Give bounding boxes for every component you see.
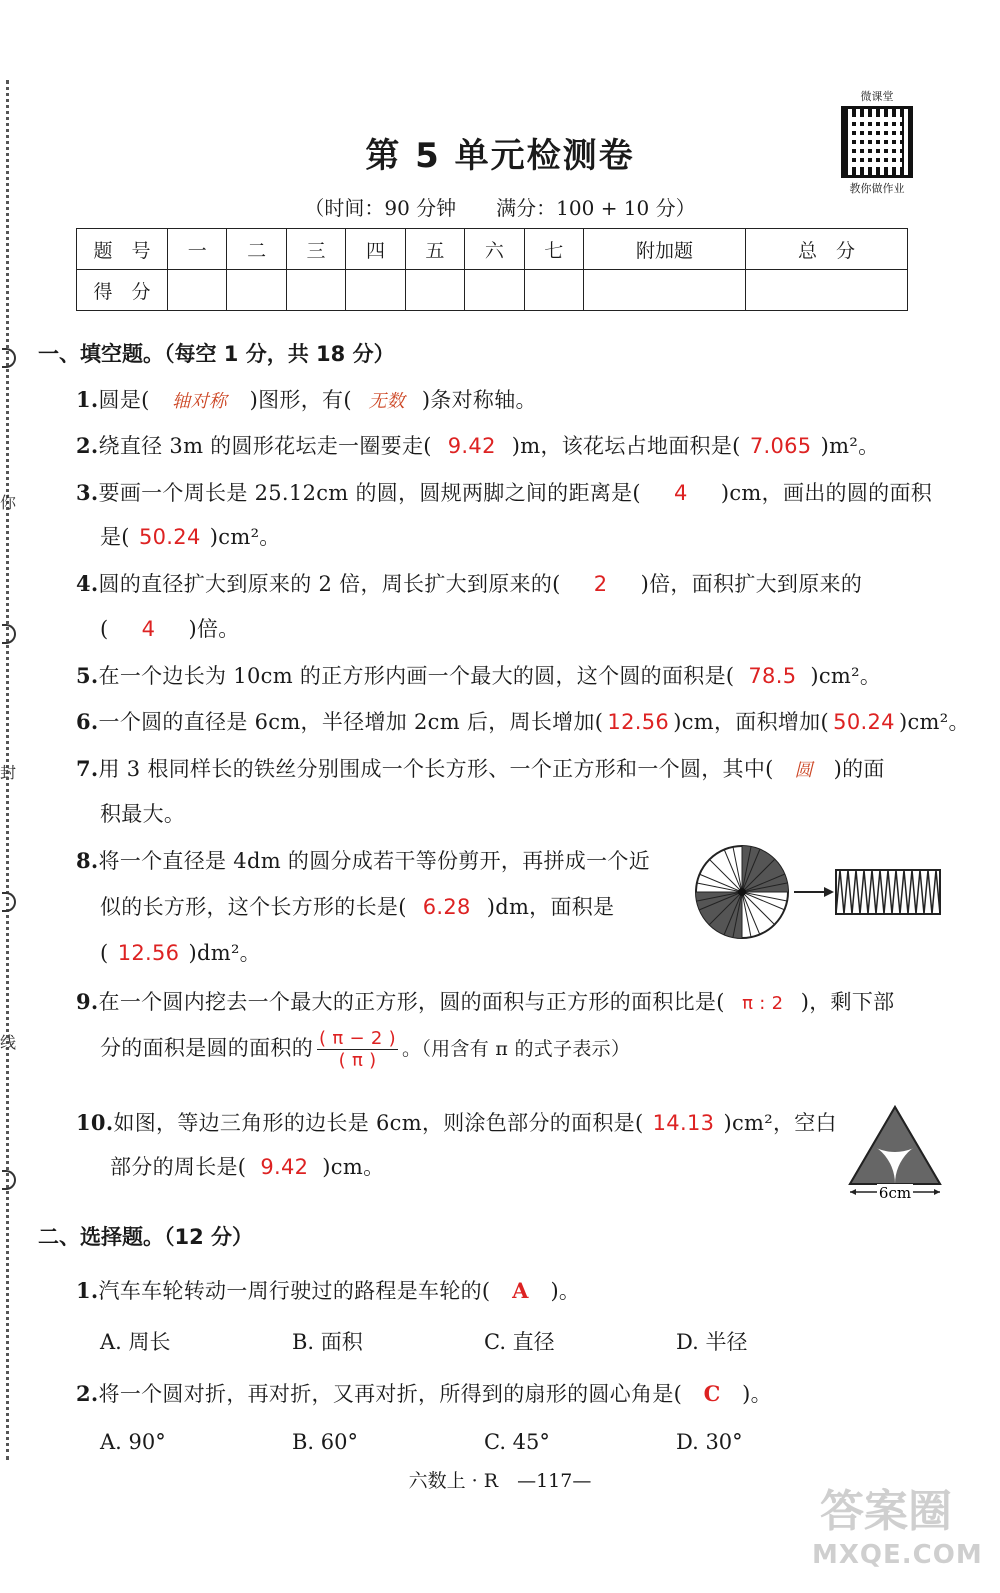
question-2 [76,430,879,460]
score-table [76,228,908,311]
question-text: )cm²，空白 [723,1111,837,1135]
question-text: 将一个直径是 4dm 的圆分成若干等份剪开，再拼成一个近 [98,849,650,873]
question-text: 圆是( [98,388,150,412]
question-4 [76,568,862,598]
score-header-cell: 总 分 [745,229,907,270]
choice-option[interactable]: D. 30° [676,1430,743,1454]
score-cell[interactable] [346,270,405,311]
choice-option[interactable]: C. 直径 [484,1330,555,1354]
question-3-continued [100,521,281,551]
question-9-continued [100,1028,630,1071]
question-text: 分的面积是圆的面积的 [100,1036,313,1060]
choice-option[interactable]: C. 45° [484,1430,550,1454]
answer-blank[interactable]: 9.42 [447,434,496,458]
question-text: 圆的直径扩大到原来的 2 倍，周长扩大到原来的( [98,572,561,596]
score-cell[interactable] [583,270,745,311]
question-text: )dm²。 [188,941,261,965]
section-fill-in-heading: 一、填空题。（每空 1 分，共 18 分） [38,342,395,366]
score-cell[interactable] [286,270,345,311]
page-footer: 六数上 · R —117— [408,1470,592,1492]
question-text: )图形，有( [249,388,352,412]
question-8-continued [100,891,614,921]
score-cell[interactable] [227,270,286,311]
question-text: )倍。 [188,617,240,641]
score-header-cell: 四 [346,229,405,270]
choice-question-1 [76,1275,580,1305]
question-number: 1. [76,387,99,412]
choice-question-2 [76,1378,772,1408]
question-text: )，剩下部 [800,990,895,1014]
question-number: 6. [76,709,99,734]
answer-blank[interactable]: 78.5 [748,664,797,688]
score-header-cell: 六 [465,229,524,270]
binding-hole [2,624,16,644]
question-10 [76,1107,837,1137]
score-header-cell: 二 [227,229,286,270]
score-table-header-row [77,229,908,270]
page-title: 第 5 单元检测卷 [365,136,635,176]
answer-blank[interactable]: 7.065 [749,434,812,458]
question-8-continued [100,937,261,967]
answer-blank[interactable]: π : 2 [742,993,784,1014]
question-number: 4. [76,571,99,596]
question-text: 将一个圆对折，再对折，又再对折，所得到的扇形的圆心角是( [98,1382,683,1406]
answer-blank[interactable]: 50.24 [138,525,201,549]
fraction-denominator: ( π ) [338,1050,377,1071]
answer-blank[interactable]: 50.24 [833,710,895,734]
question-4-continued [100,613,240,643]
question-number: 8. [76,848,99,873]
fraction-numerator: ( π − 2 ) [319,1028,397,1049]
question-text: )倍，面积扩大到原来的 [640,572,863,596]
score-cell[interactable] [465,270,524,311]
qr-top-label: 微课堂 [860,90,894,103]
question-10-continued [110,1151,384,1181]
question-7-continued [100,798,185,828]
binding-char: 线 [0,1033,17,1052]
question-3 [76,477,932,507]
question-text: ( [100,617,109,641]
question-text: )cm。 [322,1155,385,1179]
question-text: )dm，面积是 [486,895,615,919]
question-text: )m²。 [820,434,880,458]
question-text: 似的长方形，这个长方形的长是( [100,895,407,919]
answer-blank[interactable]: 轴对称 [172,391,228,412]
question-7 [76,753,885,783]
choice-option[interactable]: A. 周长 [100,1330,171,1354]
section-choice-heading: 二、选择题。（12 分） [38,1225,254,1249]
question-text: )cm²。 [898,710,970,734]
question-number: 1. [76,1278,99,1303]
question-text: 部分的周长是( [110,1155,247,1179]
score-cell[interactable] [745,270,907,311]
sectored-circle-icon [696,846,788,938]
question-1 [76,384,537,414]
question-text: 一个圆的直径是 6cm，半径增加 2cm 后，周长增加( [98,710,604,734]
score-header-cell: 题 号 [77,229,168,270]
answer-blank[interactable]: 2 [593,572,608,596]
question-text: )。 [742,1382,772,1406]
question-text: 如图，等边三角形的边长是 6cm，则涂色部分的面积是( [113,1111,644,1135]
score-row-label: 得 分 [77,270,168,311]
choice-option[interactable]: B. 面积 [292,1330,363,1354]
score-header-cell: 五 [405,229,464,270]
answer-blank[interactable]: 4 [141,617,156,641]
question-text: 在一个边长为 10cm 的正方形内画一个最大的圆，这个圆的面积是( [98,664,735,688]
question-number: 10. [76,1110,114,1135]
question-text: 在一个圆内挖去一个最大的正方形，圆的面积与正方形的面积比是( [98,990,725,1014]
question-number: 2. [76,1381,99,1406]
question-text: 积最大。 [100,802,186,826]
watermark-logo: 答案圈 [820,1486,952,1537]
answer-blank[interactable]: 圆 [794,760,813,781]
answer-blank[interactable]: 4 [674,481,688,505]
question-5 [76,660,881,690]
question-text: 绕直径 3m 的圆形花坛走一圈要走( [98,434,432,458]
answer-blank[interactable]: 无数 [368,391,406,412]
binding-hole [2,892,16,912]
fraction-answer[interactable] [317,1028,398,1071]
answer-blank[interactable]: 9.42 [260,1155,309,1179]
qr-bottom-label: 教你做作业 [849,182,905,195]
question-text: )的面 [833,757,885,781]
approximate-rectangle-icon [836,870,940,914]
choice-option[interactable]: B. 60° [292,1430,359,1454]
question-text: )。 [550,1279,581,1303]
question-text: 。（用含有 π 的式子表示） [402,1038,631,1060]
question-text: )条对称轴。 [421,388,537,412]
question-number: 9. [76,989,99,1014]
arrow-right-icon [794,887,834,897]
answer-blank[interactable]: 6.28 [422,895,471,919]
answer-blank[interactable]: 12.56 [607,710,670,734]
circle-to-rectangle-figure [694,844,944,940]
question-9 [76,986,894,1016]
question-text: )cm，面积增加( [673,710,829,734]
binding-hole [2,348,16,368]
binding-char: 封 [0,763,17,782]
question-6 [76,706,970,736]
score-header-cell: 附加题 [583,229,745,270]
answer-blank[interactable]: 14.13 [652,1111,715,1135]
choice-option[interactable]: A. 90° [100,1430,166,1454]
question-text: 汽车车轮转动一周行驶过的路程是车轮的( [98,1279,491,1303]
score-header-cell: 一 [168,229,227,270]
side-length-label: 6cm [878,1184,912,1202]
question-text: 用 3 根同样长的铁丝分别围成一个长方形、一个正方形和一个圆，其中( [98,757,774,781]
question-text: 是( [100,525,130,549]
score-cell[interactable] [405,270,464,311]
question-text: ( [100,941,109,965]
score-table-score-row [77,270,908,311]
question-text: )cm²。 [209,525,281,549]
question-text: )cm²。 [810,664,882,688]
binding-hole [2,1170,16,1190]
score-header-cell: 三 [286,229,345,270]
watermark-url: MXQE.COM [812,1540,983,1570]
answer-blank[interactable]: 12.56 [117,941,180,965]
answer-blank[interactable]: A [512,1278,529,1303]
question-number: 5. [76,663,99,688]
score-header-cell: 七 [524,229,583,270]
triangle-figure [846,1104,944,1204]
question-text: )m，该花坛占地面积是( [511,434,741,458]
answer-blank[interactable]: C [703,1381,721,1406]
question-text: 要画一个周长是 25.12cm 的圆，圆规两脚之间的距离是( [98,481,641,505]
question-text: )cm，画出的圆的面积 [720,481,933,505]
question-number: 7. [76,756,99,781]
question-8 [76,845,650,875]
score-cell[interactable] [524,270,583,311]
binding-char: 你 [0,493,17,512]
choice-option[interactable]: D. 半径 [676,1330,748,1354]
question-number: 3. [76,480,99,505]
exam-subtitle: （时间：90 分钟 满分：100 + 10 分） [304,196,696,220]
score-cell[interactable] [168,270,227,311]
question-number: 2. [76,433,99,458]
